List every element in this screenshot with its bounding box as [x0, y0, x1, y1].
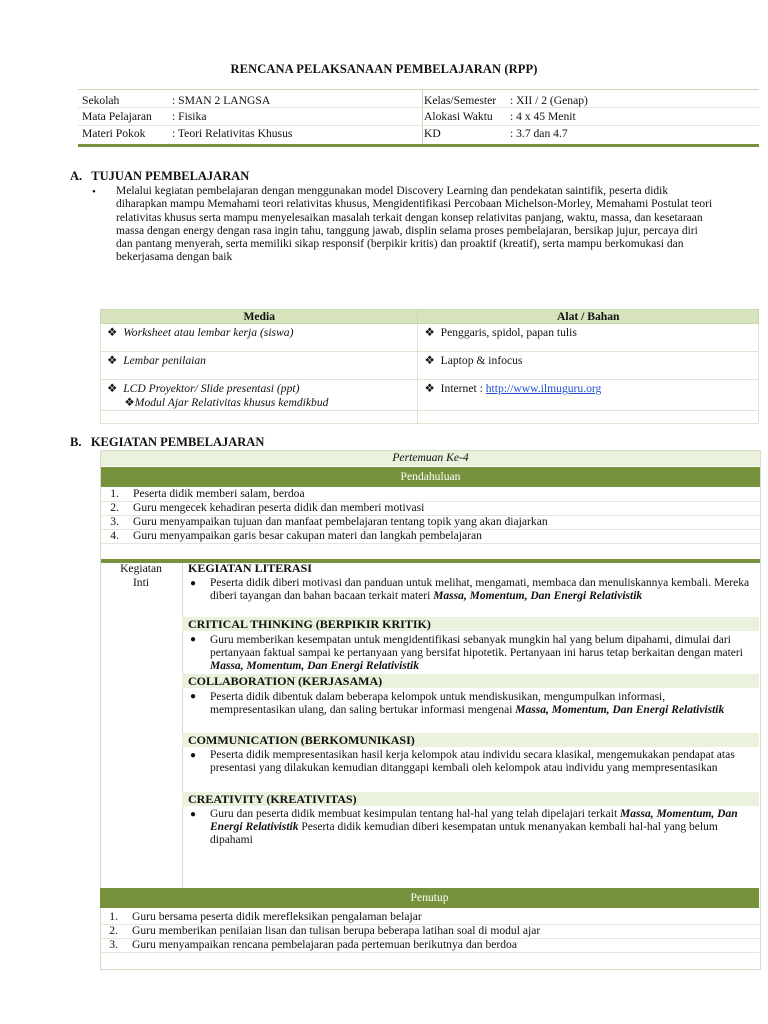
bullet-icon: • [92, 186, 96, 198]
media-item: LCD Proyektor/ Slide presentasi (ppt) [123, 382, 300, 395]
list-item: Guru menyampaikan tujuan dan manfaat pembelajaran tentang topik yang akan diajarkan [133, 515, 548, 528]
list-item: Guru menyampaikan rencana pembelajaran pada pertemuan berikutnya dan berdoa [132, 938, 517, 951]
diamond-bullet-icon: ❖ [107, 326, 118, 339]
info-label: Sekolah [82, 94, 120, 107]
activity-title: CREATIVITY (KREATIVITAS) [188, 792, 357, 806]
list-item: Guru menyampaikan garis besar cakupan materi dan langkah pembelajaran [133, 529, 482, 542]
info-value: : Fisika [172, 110, 207, 123]
diamond-bullet-icon: ❖ [424, 354, 435, 367]
tujuan-text: Melalui kegiatan pembelajaran dengan menggunakan model Discovery Learning dan pendekatan saintifik, peserta didik diharapkan mampu Memahami teori relativitas khusus, Mengidentifikasi Percobaan Michelson-Morley, Memahami Postulat teori relativitas khusus serta mampu menyelesaikan masalah terkait dengan konsep relativitas panjang, waktu, massa, dan kesetaraan massa dengan energy dengan rasa ingin tahu, tanggung jawab, displin selama proses pembelajaran, bersikap jujur, percaya diri dan pantang menyerah, serta memiliki sikap responsif (berpikir kritis) dan proaktif (kreatif), serta mampu berkomukasi dan bekerjasama dengan baik [116, 185, 713, 264]
bullet-icon: ● [190, 691, 197, 702]
list-number: 3. [110, 515, 119, 528]
list-item: Guru memberikan penilaian lisan dan tulisan berupa beberapa latihan soal di modul ajar [132, 924, 541, 937]
media-header: Media [101, 310, 418, 324]
activity-text-tail: Peserta didik kemudian diberi kesempatan untuk menanyakan kembali hal-hal yang belum dipahami [210, 821, 718, 847]
list-item: Guru mengecek kehadiran peserta didik dan memberi motivasi [133, 501, 425, 514]
section-b-heading: B. KEGIATAN PEMBELAJARAN [70, 435, 265, 449]
media-item: Modul Ajar Relativitas khusus kemdikbud [134, 396, 329, 409]
info-label: Materi Pokok [82, 127, 146, 140]
info-divider [422, 90, 423, 144]
diamond-bullet-icon: ❖ [424, 382, 435, 395]
activity-text-body: Guru dan peserta didik membuat kesimpulan tentang hal-hal yang telah dipelajari terkait [210, 808, 621, 820]
activity-text [210, 808, 753, 848]
activity-text-body: Peserta didik diberi motivasi dan panduan untuk melihat, mengamati, membaca dan menuliskannya kembali. Mereka diberi tayangan dan bahan bacaan terkait materi [210, 577, 750, 603]
alat-item: Penggaris, spidol, papan tulis [440, 326, 577, 339]
activity-emphasis: Massa, Momentum, Dan Energi Relativistik [515, 704, 725, 717]
media-item: Worksheet atau lembar kerja (siswa) [123, 326, 294, 339]
bullet-icon: ● [190, 809, 197, 820]
activity-emphasis: Massa, Momentum, Dan Energi Relativistik [210, 660, 419, 673]
media-item: Lembar penilaian [123, 354, 206, 367]
list-number: 2. [110, 501, 119, 514]
list-number: 4. [110, 529, 119, 542]
activity-title: KEGIATAN LITERASI [188, 561, 312, 575]
inti-label-line: Kegiatan [120, 562, 162, 575]
bullet-icon: ● [190, 634, 197, 645]
pendahuluan-list [101, 487, 760, 547]
info-label: Alokasi Waktu [424, 110, 493, 123]
list-item: Guru bersama peserta didik merefleksikan pengalaman belajar [132, 910, 422, 923]
activity-text: Peserta didik mempresentasikan hasil kerja kelompok atau individu secara klasikal, mengemukakan pendapat atas presentasi yang dilakukan kemudian ditanggapi kembali oleh kelompok atau individu yang mempresentasikan [210, 749, 735, 775]
diamond-bullet-icon: ❖ [424, 326, 435, 339]
document-title: RENCANA PELAKSANAAN PEMBELAJARAN (RPP) [230, 62, 538, 76]
media-table [100, 309, 759, 424]
pendahuluan-band: Pendahuluan [101, 467, 760, 487]
diamond-bullet-icon: ❖ [107, 354, 118, 367]
activity-emphasis: Massa, Momentum, Dan Energi Relativistik [210, 808, 738, 834]
activity-text-body: Guru memberikan kesempatan untuk mengidentifikasi sebanyak mungkin hal yang belum dipahami, dimulai dari pertanyaan faktual sampai ke pertanyaan yang bersifat hipotetik. Pertanyaan ini harus tetap berkaitan dengan materi [210, 634, 743, 660]
activity-text [210, 634, 753, 674]
activity-title: COMMUNICATION (BERKOMUNIKASI) [188, 733, 415, 747]
bullet-icon: ● [190, 750, 197, 761]
alat-header: Alat / Bahan [418, 310, 759, 324]
activity-text [210, 577, 753, 603]
info-label: Kelas/Semester [424, 94, 497, 107]
activity-title: COLLABORATION (KERJASAMA) [188, 674, 383, 688]
info-value: : 4 x 45 Menit [510, 110, 576, 123]
alat-item: Internet : [440, 382, 486, 395]
activity-text [210, 691, 753, 717]
activity-title: CRITICAL THINKING (BERPIKIR KRITIK) [188, 617, 431, 631]
row-line [101, 543, 760, 544]
info-value: : 3.7 dan 4.7 [510, 127, 568, 140]
list-number: 3. [109, 938, 118, 951]
activity-text-body: Peserta didik dibentuk dalam beberapa kelompok untuk mendiskusikan, mengumpulkan informasi, mempresentasikan ulang, dan saling bertukar informasi mengenai [210, 691, 666, 717]
diamond-bullet-icon: ❖ [107, 382, 118, 395]
diamond-bullet-icon: ❖ [124, 396, 135, 409]
info-table [78, 89, 759, 147]
info-label: KD [424, 127, 441, 140]
inti-column-divider [182, 563, 183, 891]
activity-emphasis: Massa, Momentum, Dan Energi Relativistik [433, 590, 643, 603]
info-value: : SMAN 2 LANGSA [172, 94, 271, 107]
section-a-heading: A. TUJUAN PEMBELAJARAN [70, 169, 250, 183]
meeting-label: Pertemuan Ke-4 [392, 451, 469, 464]
row-line [100, 952, 759, 953]
info-value: : Teori Relativitas Khusus [172, 127, 293, 140]
info-label: Mata Pelajaran [82, 110, 152, 123]
list-number: 1. [110, 487, 119, 500]
inti-label-line: Inti [132, 575, 150, 589]
alat-item: Laptop & infocus [440, 354, 523, 367]
list-number: 2. [109, 924, 118, 937]
list-item: Peserta didik memberi salam, berdoa [133, 487, 305, 500]
list-number: 1. [109, 910, 118, 923]
penutup-band: Penutup [100, 888, 759, 908]
penutup-list [100, 910, 759, 956]
inti-label [101, 562, 181, 589]
bullet-icon: ● [190, 578, 197, 589]
info-value: : XII / 2 (Genap) [510, 94, 588, 107]
ilmuguru-link[interactable]: http://www.ilmuguru.org [485, 382, 602, 395]
